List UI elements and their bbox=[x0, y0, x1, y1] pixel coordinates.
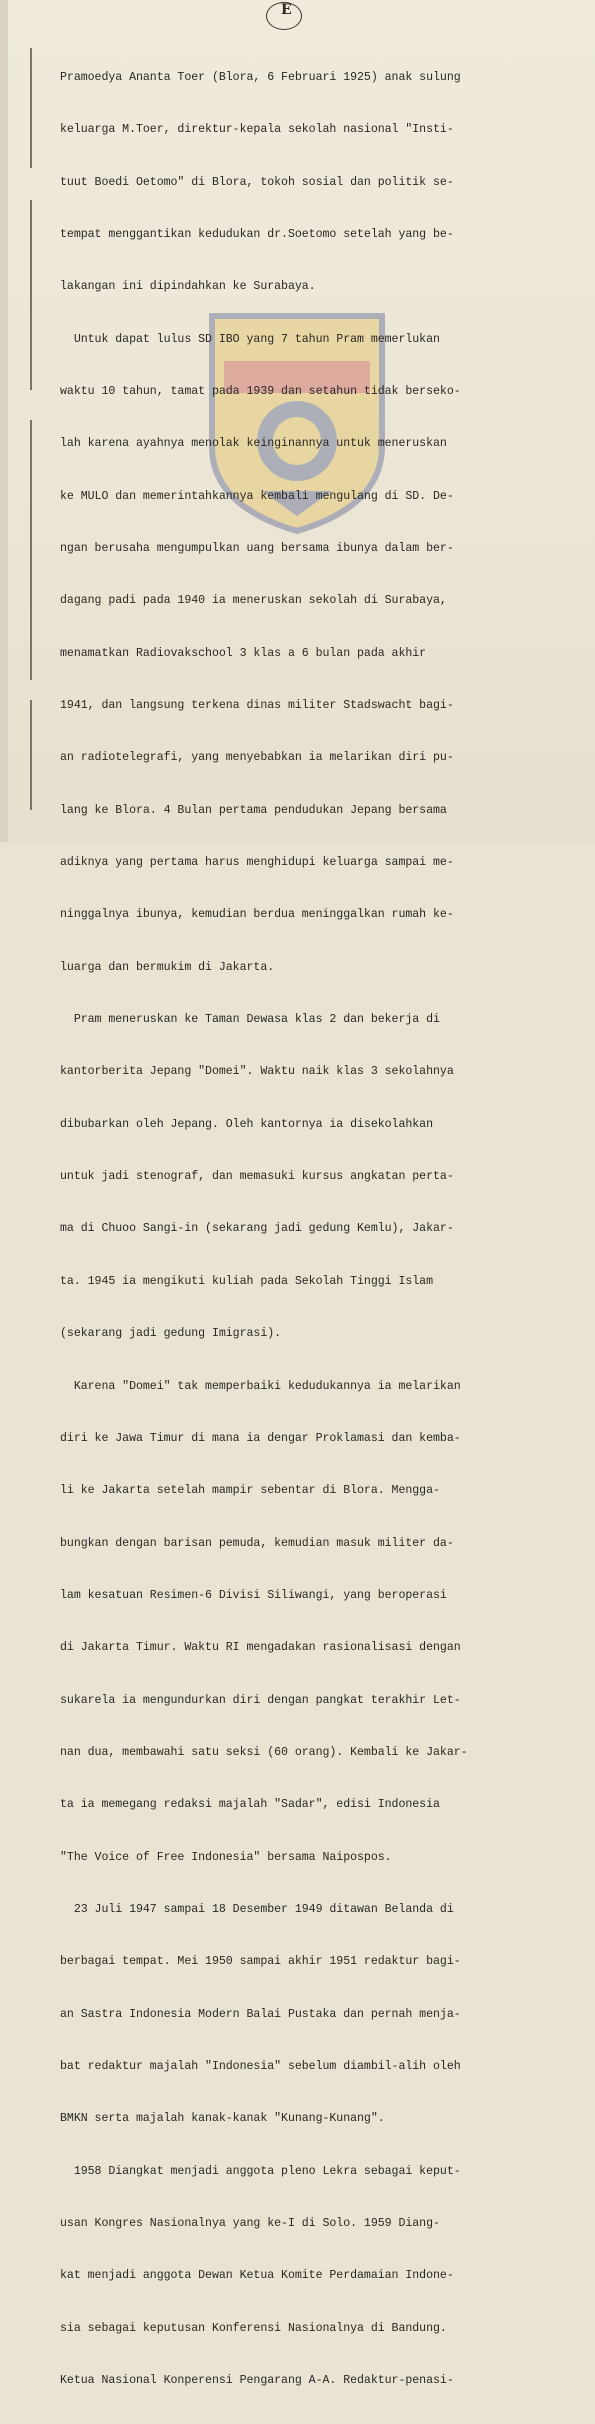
text-line: ta ia memegang redaksi majalah "Sadar", edisi Indonesia bbox=[60, 1798, 440, 1812]
text-line: Ketua Nasional Konperensi Pengarang A-A. Redaktur-penasi- bbox=[60, 2374, 454, 2388]
text-line: an radiotelegrafi, yang menyebabkan ia melarikan diri pu- bbox=[60, 751, 454, 765]
text-line: dibubarkan oleh Jepang. Oleh kantornya ia disekolahkan bbox=[60, 1117, 433, 1131]
text-line: Pramoedya Ananta Toer (Blora, 6 Februari 1925) anak sulung bbox=[60, 70, 461, 84]
page-binding-edge bbox=[0, 0, 8, 842]
text-line: lam kesatuan Resimen-6 Divisi Siliwangi, yang beroperasi bbox=[60, 1588, 447, 1602]
text-line: li ke Jakarta setelah mampir sebentar di Blora. Mengga- bbox=[60, 1484, 440, 1498]
text-line: ta. 1945 ia mengikuti kuliah pada Sekolah Tinggi Islam bbox=[60, 1274, 433, 1288]
text-line: (sekarang jadi gedung Imigrasi). bbox=[60, 1327, 282, 1341]
text-line: nan dua, membawahi satu seksi (60 orang). Kembali ke Jakar- bbox=[60, 1745, 468, 1759]
text-line: sia sebagai keputusan Konferensi Nasionalnya di Bandung. bbox=[60, 2321, 447, 2335]
text-line: an Sastra Indonesia Modern Balai Pustaka dan pernah menja- bbox=[60, 2007, 461, 2021]
margin-mark bbox=[30, 700, 32, 810]
margin-mark bbox=[30, 200, 32, 390]
text-line: bungkan dengan barisan pemuda, kemudian masuk militer da- bbox=[60, 1536, 454, 1550]
margin-mark bbox=[30, 420, 32, 680]
text-line: "The Voice of Free Indonesia" bersama Naipospos. bbox=[60, 1850, 392, 1864]
text-line: 23 Juli 1947 sampai 18 Desember 1949 ditawan Belanda di bbox=[60, 1902, 454, 1916]
text-line: di Jakarta Timur. Waktu RI mengadakan rasionalisasi dengan bbox=[60, 1641, 461, 1655]
text-line: kat menjadi anggota Dewan Ketua Komite Perdamaian Indone- bbox=[60, 2269, 454, 2283]
text-line: tuut Boedi Oetomo" di Blora, tokoh sosial dan politik se- bbox=[60, 175, 454, 189]
margin-mark bbox=[30, 48, 32, 168]
text-line: untuk jadi stenograf, dan memasuki kursus angkatan perta- bbox=[60, 1170, 454, 1184]
text-line: lakangan ini dipindahkan ke Surabaya. bbox=[60, 280, 316, 294]
text-line: Untuk dapat lulus SD IBO yang 7 tahun Pram memerlukan bbox=[60, 332, 440, 346]
text-line: berbagai tempat. Mei 1950 sampai akhir 1951 redaktur bagi- bbox=[60, 1955, 461, 1969]
text-line: luarga dan bermukim di Jakarta. bbox=[60, 960, 275, 974]
text-line: 1941, dan langsung terkena dinas militer Stadswacht bagi- bbox=[60, 699, 454, 713]
text-line: sukarela ia mengundurkan diri dengan pangkat terakhir Let- bbox=[60, 1693, 461, 1707]
text-line: lang ke Blora. 4 Bulan pertama pendudukan Jepang bersama bbox=[60, 803, 447, 817]
text-line: usan Kongres Nasionalnya yang ke-I di Solo. 1959 Diang- bbox=[60, 2217, 440, 2230]
text-line: menamatkan Radiovakschool 3 klas a 6 bulan pada akhir bbox=[60, 646, 427, 660]
text-line: Pram meneruskan ke Taman Dewasa klas 2 dan bekerja di bbox=[60, 1013, 440, 1027]
text-line: adiknya yang pertama harus menghidupi keluarga sampai me- bbox=[60, 856, 454, 870]
text-line: ninggalnya ibunya, kemudian berdua meninggalkan rumah ke- bbox=[60, 908, 454, 922]
text-line: keluarga M.Toer, direktur-kepala sekolah nasional "Insti- bbox=[60, 123, 454, 137]
handwritten-annotation-mark: E bbox=[281, 2, 292, 18]
text-line: kantorberita Jepang "Domei". Waktu naik klas 3 sekolahnya bbox=[60, 1065, 454, 1079]
text-line: ma di Chuoo Sangi-in (sekarang jadi gedung Kemlu), Jakar- bbox=[60, 1222, 454, 1236]
text-line: Karena "Domei" tak memperbaiki kedudukannya ia melarikan bbox=[60, 1379, 461, 1393]
text-line: BMKN serta majalah kanak-kanak "Kunang-Kunang". bbox=[60, 2112, 385, 2126]
text-line: waktu 10 tahun, tamat pada 1939 dan setahun tidak berseko- bbox=[60, 384, 461, 398]
text-line: diri ke Jawa Timur di mana ia dengar Proklamasi dan kemba- bbox=[60, 1431, 461, 1445]
text-line: bat redaktur majalah "Indonesia" sebelum diambil-alih oleh bbox=[60, 2059, 461, 2073]
text-line: dagang padi pada 1940 ia meneruskan sekolah di Surabaya, bbox=[60, 594, 447, 608]
text-line: ke MULO dan memerintahkannya kembali mengulang di SD. De- bbox=[60, 489, 454, 503]
document-body bbox=[60, 34, 560, 2424]
text-line: lah karena ayahnya menolak keinginannya untuk meneruskan bbox=[60, 437, 447, 451]
text-line: tempat menggantikan kedudukan dr.Soetomo setelah yang be- bbox=[60, 227, 454, 241]
text-line: ngan berusaha mengumpulkan uang bersama ibunya dalam ber- bbox=[60, 542, 454, 555]
text-line: 1958 Diangkat menjadi anggota pleno Lekra sebagai keput- bbox=[60, 2164, 461, 2178]
